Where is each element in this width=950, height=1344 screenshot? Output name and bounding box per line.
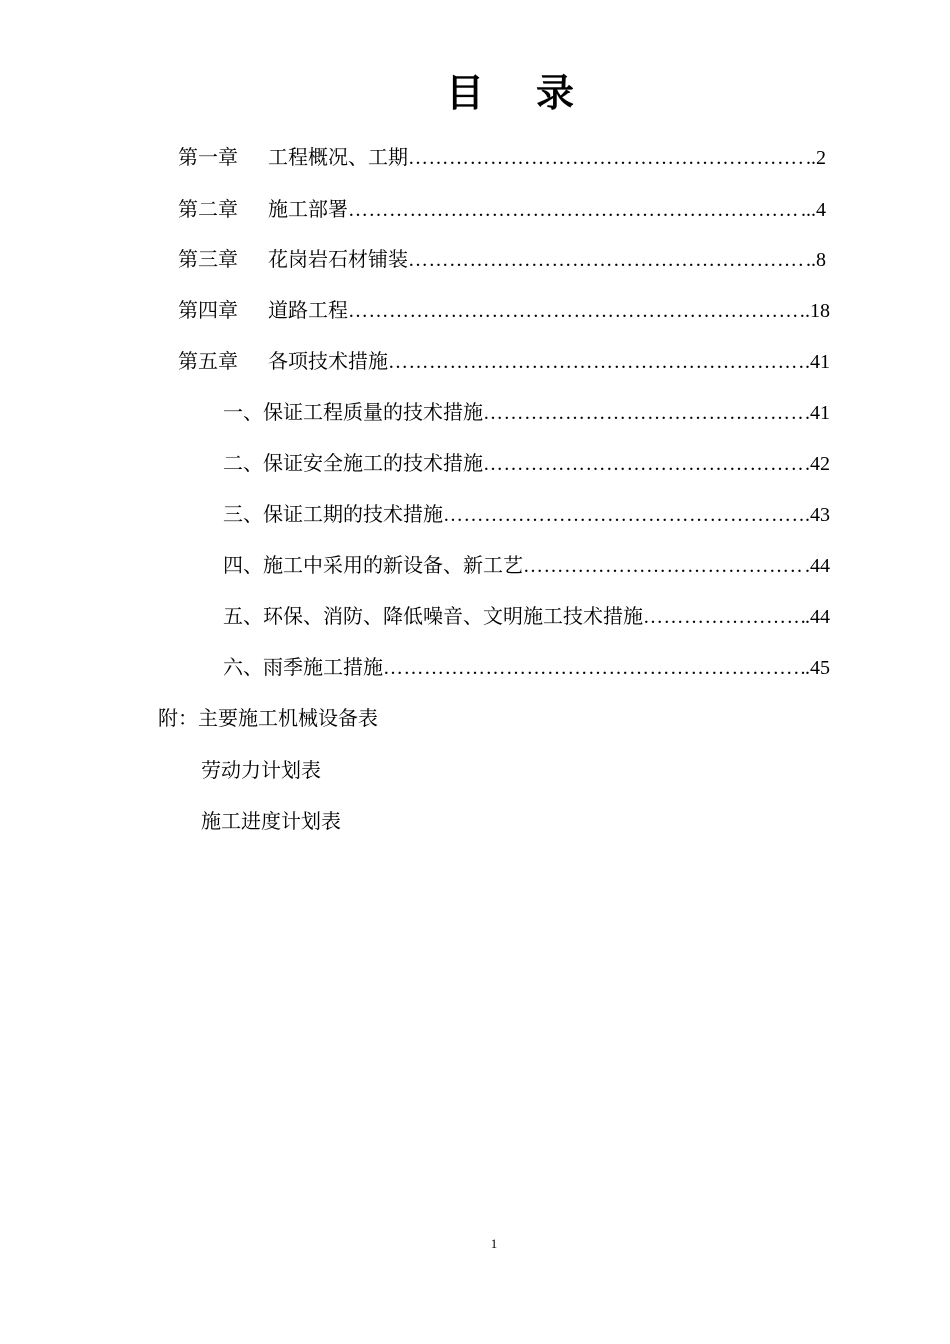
leader-dots (383, 654, 805, 682)
leader-dots (523, 552, 805, 580)
leader-dots (408, 144, 806, 172)
chapter-number: 第一章 (178, 145, 238, 169)
leader-dots (348, 297, 805, 325)
page-number: ..2 (806, 147, 826, 169)
toc-entry-section-3[interactable] (223, 500, 830, 528)
page-number: ..8 (806, 249, 826, 271)
leader-dots (643, 603, 805, 631)
chapter-title: 道路工程 (268, 298, 348, 322)
chapter-number: 第二章 (178, 197, 238, 221)
chapter-title: 各项技术措施 (268, 349, 388, 373)
section-title: 六、雨季施工措施 (223, 655, 383, 679)
section-title: 四、施工中采用的新设备、新工艺 (223, 553, 523, 577)
section-title: 五、环保、消防、降低噪音、文明施工技术措施 (223, 604, 643, 628)
chapter-number: 第五章 (178, 349, 238, 373)
title-char-2: 录 (536, 71, 575, 115)
toc-entry-section-1[interactable] (223, 398, 830, 426)
page-footer-number: 1 (490, 1236, 498, 1251)
chapter-title: 施工部署 (268, 197, 348, 221)
page-number: .41 (805, 402, 830, 424)
toc-entry-chapter-3[interactable] (178, 245, 826, 273)
leader-dots (483, 450, 805, 478)
title-char-1: 目 (445, 71, 484, 115)
toc-entry-chapter-1[interactable] (178, 143, 826, 171)
toc-entry-section-5[interactable] (223, 602, 830, 630)
chapter-number: 第四章 (178, 298, 238, 322)
appendix-item-labor-plan: 劳动力计划表 (201, 758, 321, 782)
toc-entry-chapter-5[interactable] (178, 347, 830, 375)
page-number: .45 (805, 657, 830, 679)
chapter-title: 工程概况、工期 (268, 145, 408, 169)
toc-entry-section-4[interactable] (223, 551, 830, 579)
leader-dots (408, 246, 806, 274)
page-number: .43 (805, 504, 830, 526)
toc-entry-chapter-4[interactable] (178, 296, 830, 324)
appendix-item-schedule: 施工进度计划表 (201, 809, 341, 833)
section-title: 三、保证工期的技术措施 (223, 502, 443, 526)
page-number: .44 (805, 555, 830, 577)
leader-dots (483, 399, 805, 427)
leader-dots (443, 501, 805, 529)
leader-dots (388, 348, 805, 376)
chapter-title: 花岗岩石材铺装 (268, 247, 408, 271)
appendix-heading: 附：主要施工机械设备表 (158, 706, 378, 730)
section-title: 一、保证工程质量的技术措施 (223, 400, 483, 424)
page-number: .18 (805, 300, 830, 322)
page-number: ...4 (801, 199, 826, 221)
page-number: .42 (805, 453, 830, 475)
chapter-number: 第三章 (178, 247, 238, 271)
section-title: 二、保证安全施工的技术措施 (223, 451, 483, 475)
toc-entry-section-6[interactable] (223, 653, 830, 681)
page-number: .41 (805, 351, 830, 373)
leader-dots (348, 196, 801, 224)
page-title (0, 62, 950, 117)
page-number: .44 (805, 606, 830, 628)
toc-entry-section-2[interactable] (223, 449, 830, 477)
toc-entry-chapter-2[interactable] (178, 195, 826, 223)
